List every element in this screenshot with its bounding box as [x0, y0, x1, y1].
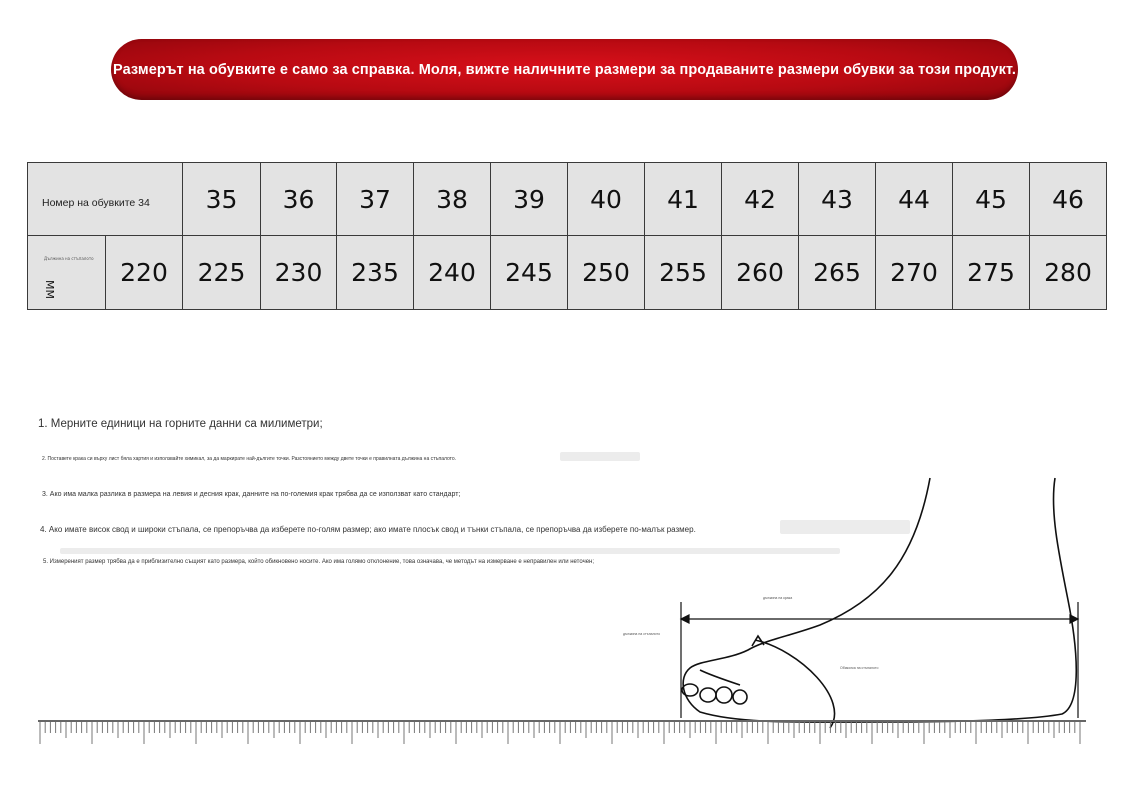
note-1: 1. Мерните единици на горните данни са милиметри;	[38, 418, 323, 430]
note-3: 3. Ако има малка разлика в размера на левия и десния крак, данните на по-големия крак трябва да се използват като стандарт;	[42, 491, 461, 498]
size-cell: 36	[261, 163, 337, 236]
length-cell: 250	[568, 236, 645, 310]
length-cell: 260	[722, 236, 799, 310]
size-cell: 40	[568, 163, 645, 236]
size-cell: 44	[876, 163, 953, 236]
length-arrow-icon	[681, 602, 1078, 718]
length-cell: 280	[1030, 236, 1107, 310]
note-4: 4. Ако имате висок свод и широки стъпала, се препоръчва да изберете по-голям размер; ако имате плосък свод и тънки стъпала, се препоръчва да изберете по-малък размер.	[40, 525, 696, 534]
length-cell: 225	[183, 236, 261, 310]
size-cell: 37	[337, 163, 414, 236]
length-cell: 270	[876, 236, 953, 310]
size-cell: 39	[491, 163, 568, 236]
foot-outline-icon	[682, 478, 1076, 728]
size-cell: 45	[953, 163, 1030, 236]
length-cell: 255	[645, 236, 722, 310]
length-cell: 265	[799, 236, 876, 310]
foot-length-label: Дължина на стъпалото	[44, 256, 94, 261]
length-cell: 230	[261, 236, 337, 310]
size-cell: 46	[1030, 163, 1107, 236]
notice-text: Размерът на обувките е само за справка. Моля, вижте наличните размери за продаваните размери обувки за този продукт.	[113, 61, 1016, 78]
diagram-circumference-label: Обиколка на стъпалото	[840, 666, 879, 670]
note-2: 2. Поставете крака си върху лист бяла хартия и използвайте химикал, за да маркирате най-дългите точки. Разстоянието между двете точки е правилната дължина на стъпалото.	[42, 456, 457, 462]
diagram-left-label: дължина на стъпалото	[623, 632, 661, 636]
length-cell: 245	[491, 236, 568, 310]
diagram-length-label: дължина на крака	[763, 596, 793, 600]
length-cell: 275	[953, 236, 1030, 310]
shoe-size-label: Номер на обувките 34	[42, 197, 150, 209]
size-cell: 35	[183, 163, 261, 236]
ruler-icon	[38, 720, 1086, 744]
note-5: 5. Измереният размер трябва да е приблизително същият като размера, който обикновено носите. Ако има голямо отклонение, това означава, че методът на измерване е неправилен или неточен;	[43, 559, 595, 565]
length-cell: 220	[106, 236, 183, 310]
length-cell: 235	[337, 236, 414, 310]
unit-label: MM	[43, 280, 56, 299]
size-cell: 43	[799, 163, 876, 236]
length-cell: 240	[414, 236, 491, 310]
size-cell: 38	[414, 163, 491, 236]
size-cell: 42	[722, 163, 799, 236]
size-cell: 41	[645, 163, 722, 236]
